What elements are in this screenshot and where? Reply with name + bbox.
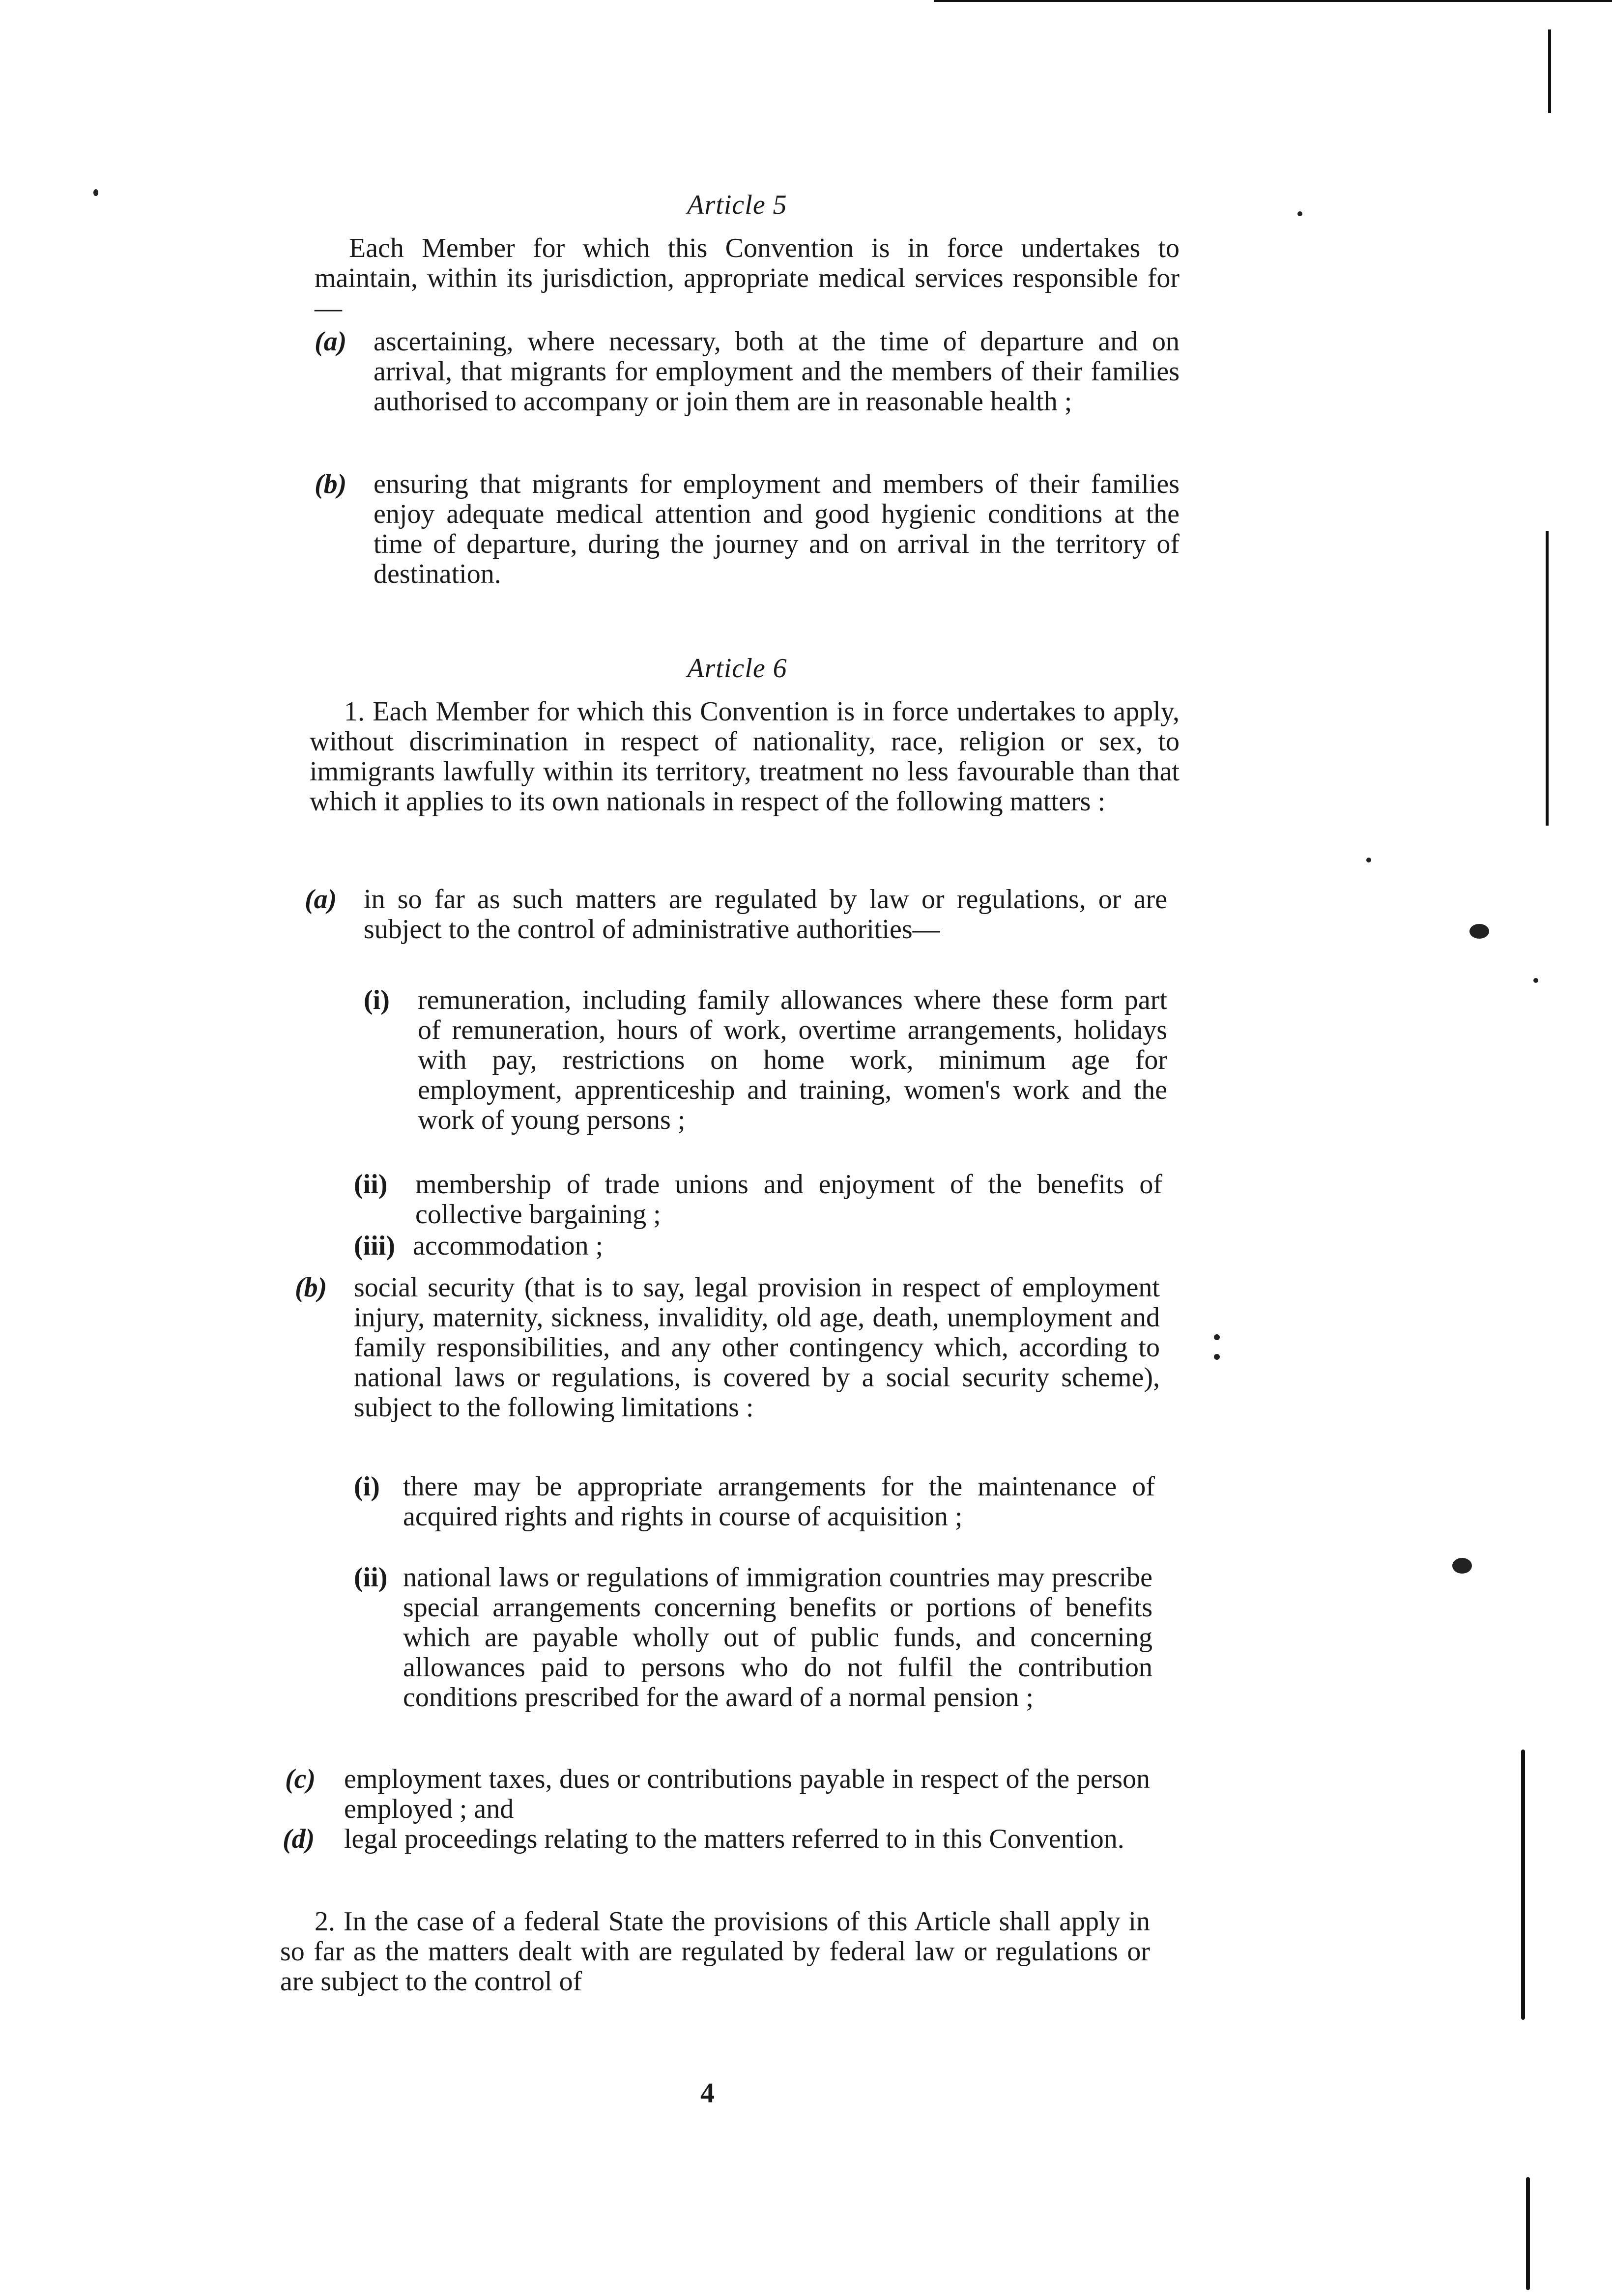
article-6-item-c-text: employment taxes, dues or contributions payable in respect of the person employed ; and [344,1764,1150,1824]
article-6-a-sub-iii-text: accommodation ; [413,1231,604,1261]
scan-blot-2 [1452,1558,1472,1574]
scan-edge-right-mid [1546,531,1549,826]
article-6-b-sub-ii-label: (ii) [354,1562,388,1593]
article-6-para-2: 2. In the case of a federal State the provisions of this Article shall apply in so far as the matters dealt with are regulated by federal law or regulations or are subject to the control of [280,1906,1150,1997]
article-6-para-1: 1. Each Member for which this Convention is in force undertakes to apply, without discrimination in respect of nationality, race, religion or sex, to immigrants lawfully within its territory, treatment no less favourable than that which it applies to its own nationals in respect of the following matters : [310,696,1180,817]
article-5-item-a-label: (a) [315,326,347,357]
article-6-item-d-label: (d) [283,1824,315,1854]
article-5-item-b-label: (b) [315,469,347,499]
scan-speck-6 [1533,978,1538,983]
article-6-item-b-label: (b) [295,1272,327,1303]
scan-edge-right-bottom [1526,2177,1530,2290]
article-6-item-a-label: (a) [305,884,337,915]
scan-speck-5 [1297,211,1302,216]
article-5-item-a-text: ascertaining, where necessary, both at the time of departure and on arrival, that migrants for employment and the members of their families authorised to accompany or join them are in reasonable health ; [374,326,1180,417]
article-6-b-sub-i-text: there may be appropriate arrangements for the maintenance of acquired rights and rights in course of acquisition ; [403,1471,1155,1532]
scan-speck-3 [1214,1354,1220,1360]
scan-blot-1 [1469,924,1489,939]
scan-speck-4 [93,189,98,196]
scan-speck-2 [1214,1334,1220,1340]
article-6-a-sub-i-text: remuneration, including family allowances where these form part of remuneration, hours of work, overtime arrangements, holidays with pay, restrictions on home work, minimum age for employment, apprenticeship and training, women's work and the work of young persons ; [418,985,1167,1135]
scan-edge-right-low [1521,1750,1525,2020]
scan-edge-top [934,0,1612,2]
article-6-heading: Article 6 [687,653,787,684]
scan-edge-right-top [1548,29,1551,113]
article-5-intro: Each Member for which this Convention is in force undertakes to maintain, within its jurisdiction, appropriate medical services responsible for— [315,233,1180,323]
article-5-item-b-text: ensuring that migrants for employment and members of their families enjoy adequate medical attention and good hygienic conditions at the time of departure, during the journey and on arrival in the territory of destination. [374,469,1180,589]
article-6-a-sub-ii-text: membership of trade unions and enjoyment of the benefits of collective bargaining ; [415,1169,1162,1230]
article-5-heading: Article 5 [687,190,787,220]
article-6-item-c-label: (c) [285,1764,316,1794]
article-6-item-b-text: social security (that is to say, legal provision in respect of employment injury, maternity, sickness, invalidity, old age, death, unemployment and family responsibilities, and any other contingency which, according to national laws or regulations, is covered by a social security scheme), subject to the following limitations : [354,1272,1160,1423]
scan-speck-1 [1366,858,1371,862]
article-6-a-sub-iii-label: (iii) [354,1231,395,1261]
article-6-a-sub-ii-label: (ii) [354,1169,388,1200]
article-6-b-sub-i-label: (i) [354,1471,380,1502]
article-6-b-sub-ii-text: national laws or regulations of immigration countries may prescribe special arrangements concerning benefits or portions of benefits which are payable wholly out of public funds, and concerning allowances paid to persons who do not fulfil the contribution conditions prescribed for the award of a normal pension ; [403,1562,1152,1713]
article-6-item-d-text: legal proceedings relating to the matters referred to in this Convention. [344,1824,1124,1854]
article-6-a-sub-i-label: (i) [364,985,390,1015]
page-number: 4 [700,2077,715,2109]
article-6-item-a-text: in so far as such matters are regulated by law or regulations, or are subject to the control of administrative authorities— [364,884,1167,945]
